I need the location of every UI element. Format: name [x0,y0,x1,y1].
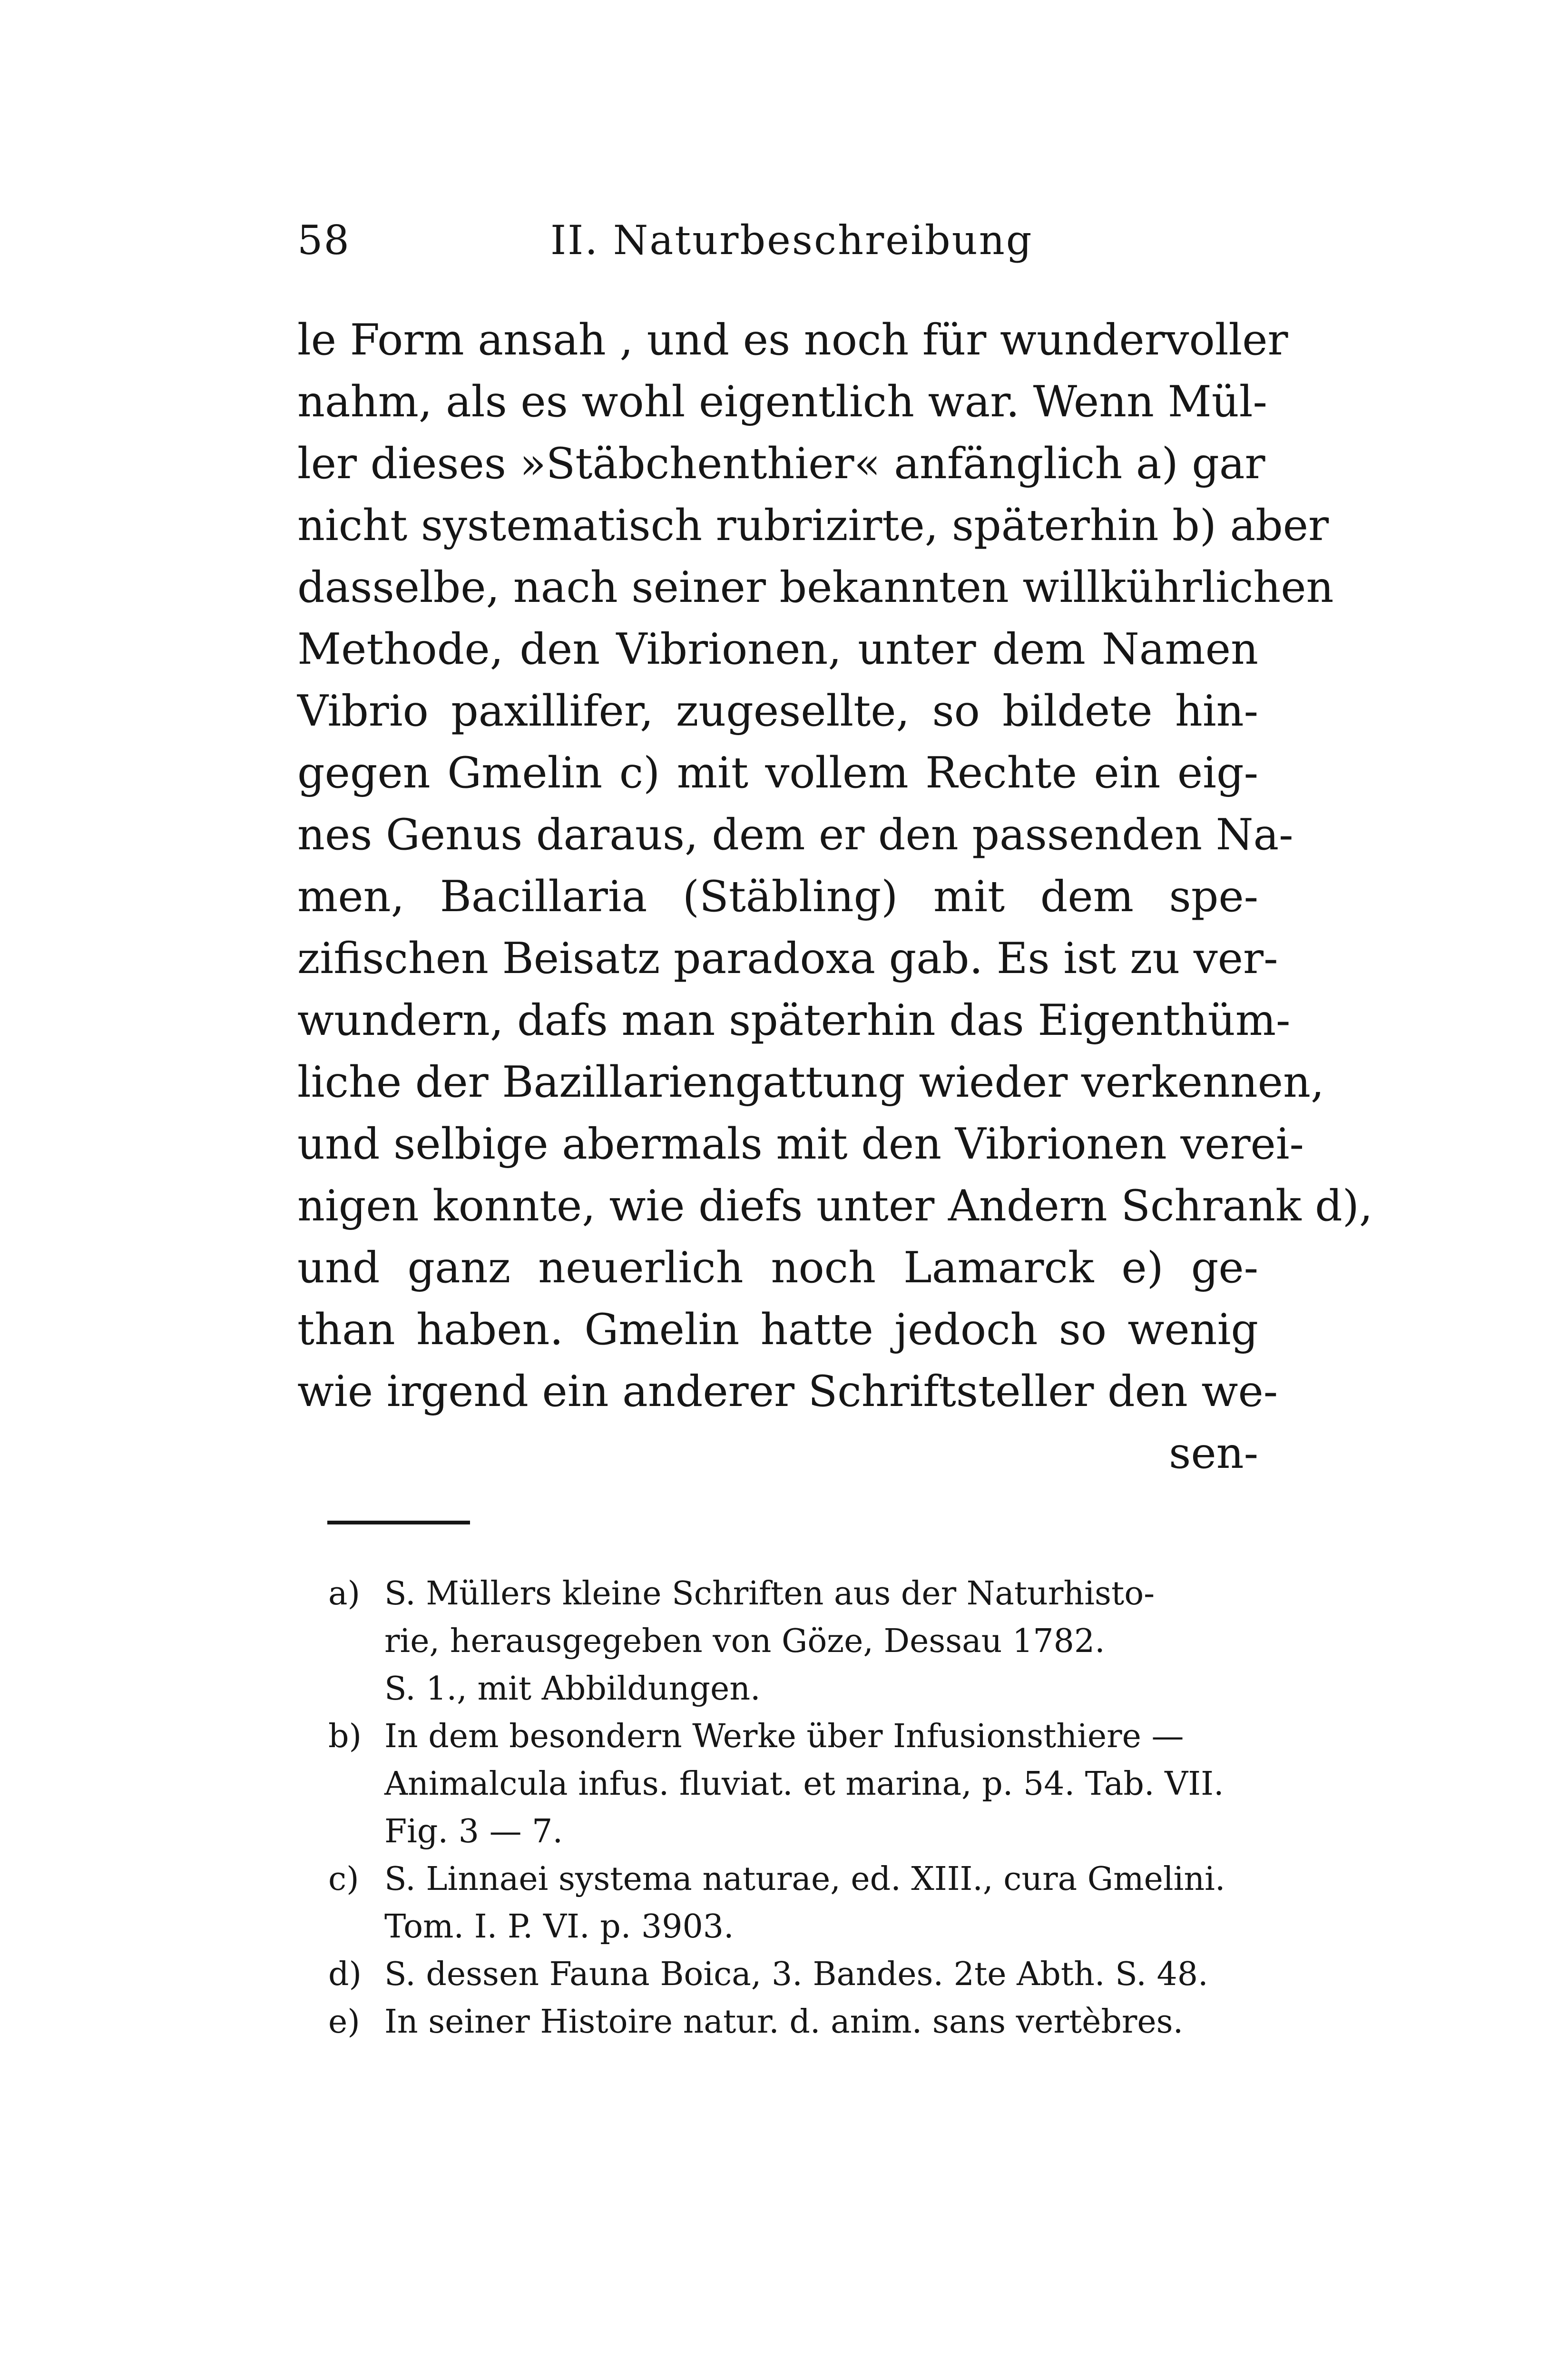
footnote-text: S. Linnaei systema naturae, ed. XIII., cura Gmelini. [384,1860,1225,1898]
body-text [297,309,1373,1484]
body-line: wundern, dafs man späterhin das Eigenthüm- [297,995,1291,1045]
footnote-line [328,1856,1261,1903]
body-line: nahm, als es wohl eigentlich war. Wenn Mül- [297,377,1267,427]
page-number: 58 [297,217,350,264]
page-header [297,216,1249,264]
footnote-line: Animalcula infus. fluviat. et marina, p. 54. Tab. VII. [384,1765,1224,1803]
body-line: und selbige abermals mit den Vibrionen verei- [297,1119,1304,1169]
footnote-marker: a) [328,1575,361,1612]
footnote-line [328,1951,1261,1998]
footnote-line [328,1998,1261,2046]
body-line: le Form ansah , und es noch für wundervoller [297,315,1288,365]
footnote-marker: e) [328,2003,360,2041]
body-line: dasselbe, nach seiner bekannten willkührlichen [297,562,1334,612]
footnote-line: Fig. 3 — 7. [384,1813,563,1850]
footnote-rule [327,1521,470,1524]
footnote-marker: c) [328,1860,359,1898]
footnotes [328,1570,1261,2046]
body-line: Methode, den Vibrionen, unter dem Namen [297,624,1258,674]
footnote-line [328,1713,1261,1760]
body-line: nigen konnte, wie diefs unter Andern Schrank d), [297,1181,1373,1231]
footnote-text: In dem besondern Werke über Infusionsthiere — [384,1718,1184,1755]
body-line: zifischen Beisatz paradoxa gab. Es ist zu ver- [297,934,1278,983]
footnote-marker: d) [328,1956,362,1993]
footnote-line: Tom. I. P. VI. p. 3903. [384,1908,734,1946]
body-line: liche der Bazillariengattung wieder verkennen, [297,1057,1324,1107]
body-line: than haben. Gmelin hatte jedoch so wenig [297,1305,1258,1355]
footnote-text: S. Müllers kleine Schriften aus der Naturhisto- [384,1575,1155,1612]
body-line: und ganz neuerlich noch Lamarck e) ge- [297,1243,1258,1293]
body-line: men, Bacillaria (Stäbling) mit dem spe- [297,872,1258,922]
body-line: Vibrio paxillifer, zugesellte, so bildete hin- [297,686,1258,736]
footnote-text: In seiner Histoire natur. d. anim. sans vertèbres. [384,2003,1184,2041]
footnote-marker: b) [328,1718,362,1755]
footnote-line: S. 1., mit Abbildungen. [384,1670,761,1708]
running-head: II. Naturbeschreibung [550,217,1033,264]
body-line: ler dieses »Stäbchenthier« anfänglich a) gar [297,439,1265,489]
body-line: nicht systematisch rubrizirte, späterhin b) aber [297,501,1329,551]
body-line: nes Genus daraus, dem er den passenden Na- [297,810,1294,860]
body-line: gegen Gmelin c) mit vollem Rechte ein eig- [297,748,1258,798]
body-line: wie irgend ein anderer Schriftsteller den we- [297,1366,1278,1416]
footnote-line: rie, herausgegeben von Göze, Dessau 1782. [384,1622,1105,1660]
footnote-text: S. dessen Fauna Boica, 3. Bandes. 2te Abth. S. 48. [384,1956,1208,1993]
footnote-line [328,1570,1261,1618]
catchword: sen- [1169,1428,1258,1478]
